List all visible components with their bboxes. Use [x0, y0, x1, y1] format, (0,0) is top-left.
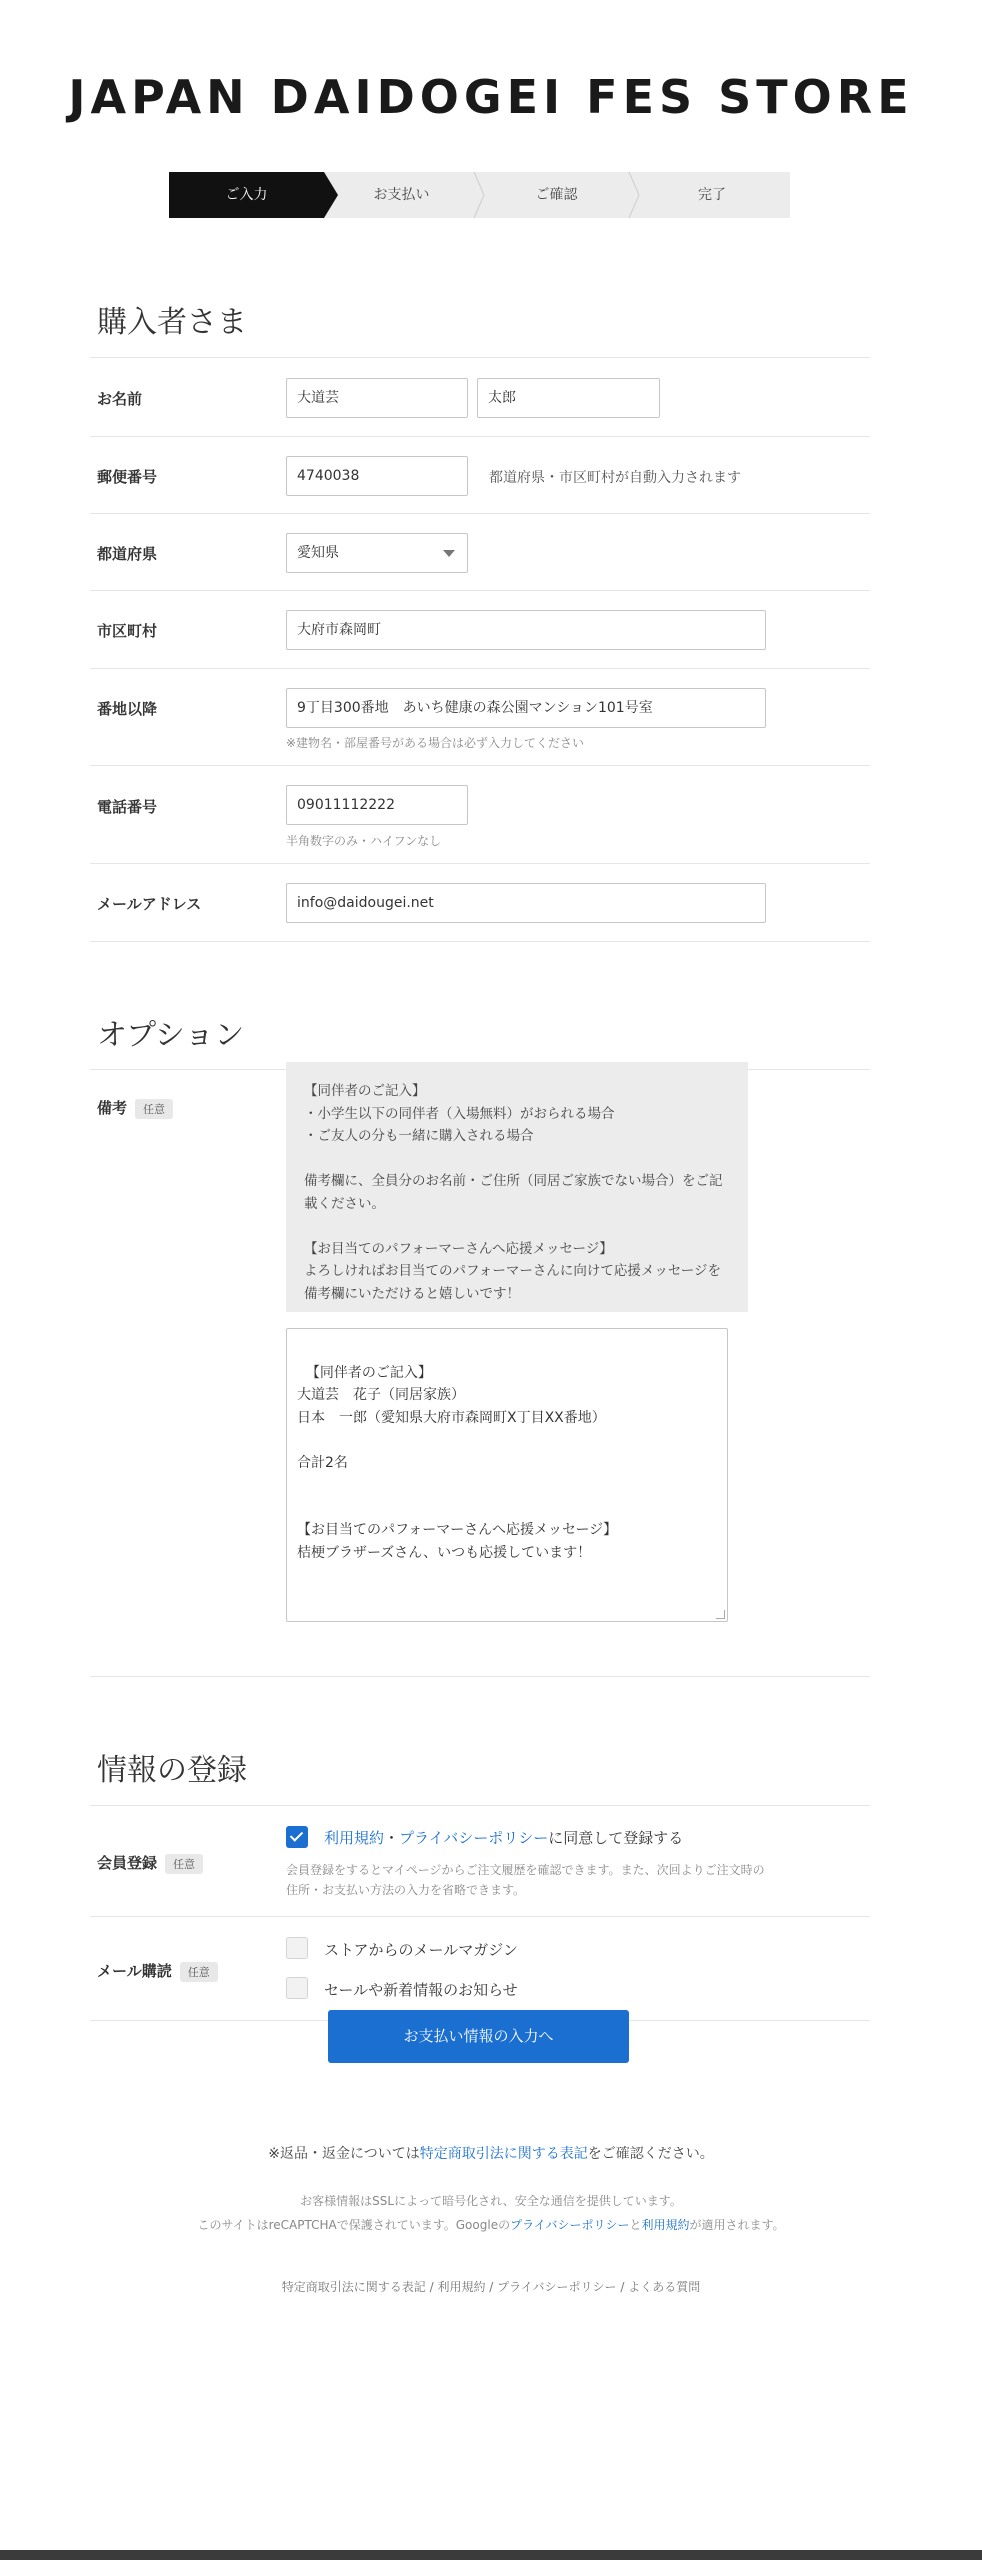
last-name-input[interactable]: 大道芸 — [286, 378, 468, 418]
checkout-steps — [169, 172, 790, 218]
first-name-input[interactable]: 太郎 — [477, 378, 660, 418]
proceed-to-payment-button[interactable]: お支払い情報の入力へ — [328, 2010, 629, 2063]
address-help: ※建物名・部屋番号がある場合は必ず入力してください — [286, 736, 585, 750]
email-label: メールアドレス — [97, 895, 202, 913]
member-label-text: 会員登録 — [97, 1854, 158, 1872]
divider — [90, 765, 870, 766]
postal-autofill-note: 都道府県・市区町村が自動入力されます — [489, 470, 741, 486]
member-help: 会員登録をするとマイページからご注文履歴を確認できます。また、次回よりご注文時の住所・お支払い方法の入力を省略できます。 — [286, 1863, 765, 1897]
returns-prefix: ※返品・返金については — [268, 2146, 420, 2162]
privacy-link[interactable]: プライバシーポリシー — [399, 1829, 549, 1847]
dropdown-arrow-icon — [443, 550, 455, 557]
optional-badge: 任意 — [180, 1962, 218, 1982]
recaptcha-prefix: このサイトはreCAPTCHAで保護されています。Googleの — [197, 2218, 511, 2232]
legal-notice-link[interactable]: 特定商取引法に関する表記 — [419, 2146, 588, 2162]
city-input[interactable]: 大府市森岡町 — [286, 610, 766, 650]
phone-help: 半角数字のみ・ハイフンなし — [286, 834, 442, 848]
recaptcha-suffix: が適用されます。 — [689, 2218, 785, 2232]
remarks-label-text: 備考 — [97, 1099, 128, 1117]
divider — [90, 357, 870, 358]
bottom-bar — [0, 2550, 982, 2560]
divider — [90, 1805, 870, 1806]
options-section-title: オプション — [97, 1018, 245, 1053]
name-label: お名前 — [97, 390, 143, 408]
optional-badge: 任意 — [135, 1099, 173, 1119]
registration-section-title: 情報の登録 — [97, 1753, 247, 1788]
member-register-checkbox[interactable] — [286, 1826, 308, 1848]
member-agree-text — [324, 1827, 683, 1848]
step-payment: お支払い — [324, 172, 479, 218]
address-label: 番地以降 — [97, 700, 158, 718]
divider — [90, 1916, 870, 1917]
ssl-note: お客様情報はSSLによって暗号化され、安全な通信を提供しています。 — [300, 2194, 682, 2208]
email-input[interactable]: info@daidougei.net — [286, 883, 766, 923]
remarks-info-box: 【同伴者のご記入】 ・小学生以下の同伴者（入場無料）がおられる場合 ・ご友人の分も一緒に購入される場合 備考欄に、全員分のお名前・ご住所（同居ご家族でない場合）をご記載ください。 【お目当てのパフォーマーさんへ応援メッセージ】 よろしければお目当てのパフォーマーさんに向けて応援メッセージを備考欄にいただけると嬉しいです！ — [286, 1062, 748, 1312]
prefecture-select[interactable] — [286, 533, 468, 573]
mail-label — [97, 1960, 218, 1982]
postal-label: 郵便番号 — [97, 468, 158, 486]
returns-suffix: をご確認ください。 — [587, 2146, 714, 2162]
remarks-label — [97, 1097, 173, 1119]
divider — [90, 863, 870, 864]
postal-code-input[interactable]: 4740038 — [286, 456, 468, 496]
divider — [90, 1676, 870, 1677]
terms-link[interactable]: 利用規約 — [324, 1829, 385, 1847]
recaptcha-note — [0, 2216, 982, 2233]
step-complete: 完了 — [634, 172, 790, 218]
google-privacy-link[interactable]: プライバシーポリシー — [510, 2218, 630, 2232]
sale-news-checkbox[interactable] — [286, 1977, 308, 1999]
resize-handle-icon[interactable] — [716, 1610, 725, 1619]
divider — [90, 513, 870, 514]
footer-links[interactable]: 特定商取引法に関する表記 / 利用規約 / プライバシーポリシー / よくある質問 — [281, 2280, 701, 2294]
checkmark-icon — [290, 1828, 303, 1841]
prefecture-label: 都道府県 — [97, 545, 158, 563]
step-separator-icon — [472, 172, 486, 218]
member-label — [97, 1852, 203, 1874]
divider — [90, 941, 870, 942]
phone-input[interactable]: 09011112222 — [286, 785, 468, 825]
step-input-active: ご入力 — [169, 172, 324, 218]
remarks-textarea-value: 【同伴者のご記入】 大道芸 花子（同居家族） 日本 一郎（愛知県大府市森岡町X丁目XX番地） 合計2名 【お目当てのパフォーマーさんへ応援メッセージ】 桔梗ブラザーズさん、いつも応援しています！ — [297, 1364, 618, 1561]
google-terms-link[interactable]: 利用規約 — [641, 2218, 690, 2232]
divider — [90, 436, 870, 437]
remarks-textarea[interactable] — [286, 1328, 728, 1622]
mail-label-text: メール購読 — [97, 1962, 172, 1980]
store-title: JAPAN DAIDOGEI FES STORE — [68, 70, 914, 124]
purchaser-section-title: 購入者さま — [97, 305, 247, 340]
step-separator-icon — [627, 172, 641, 218]
divider — [90, 590, 870, 591]
address-input[interactable]: 9丁目300番地 あいち健康の森公園マンション101号室 — [286, 688, 766, 728]
returns-note — [0, 2143, 982, 2163]
dot-separator: ・ — [384, 1829, 400, 1847]
recaptcha-and: と — [629, 2218, 642, 2232]
phone-label: 電話番号 — [97, 798, 158, 816]
divider — [90, 668, 870, 669]
newsletter-checkbox[interactable] — [286, 1937, 308, 1959]
optional-badge: 任意 — [165, 1854, 203, 1874]
step-confirm: ご確認 — [479, 172, 634, 218]
sale-news-label[interactable]: セールや新着情報のお知らせ — [324, 1981, 518, 1999]
city-label: 市区町村 — [97, 622, 158, 640]
newsletter-label[interactable]: ストアからのメールマガジン — [324, 1941, 518, 1959]
agree-suffix: に同意して登録する — [548, 1829, 684, 1847]
prefecture-value: 愛知県 — [297, 545, 339, 561]
